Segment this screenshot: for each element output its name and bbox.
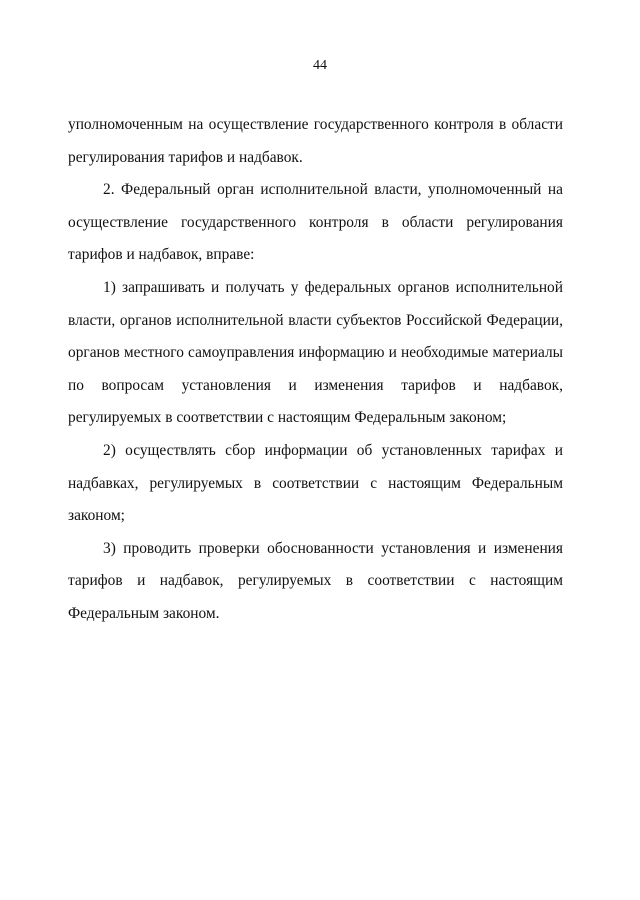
document-body <box>68 109 563 631</box>
paragraph-item-1: 1) запрашивать и получать у федеральных органов исполнительной власти, органов исполнительной власти субъектов Российской Федерации, органов местного самоуправления информацию и необходимые материалы по вопросам установления и изменения тарифов и надбавок, регулируемых в соответствии с настоящим Федеральным законом; <box>68 278 563 427</box>
paragraph-item-2: 2) осуществлять сбор информации об установленных тарифах и надбавках, регулируемых в соответствии с настоящим Федеральным законом; <box>68 441 563 525</box>
paragraph-clause-2: 2. Федеральный орган исполнительной власти, уполномоченный на осуществление государственного контроля в области регулирования тарифов и надбавок, вправе: <box>68 181 563 264</box>
paragraph-item-3: 3) проводить проверки обоснованности установления и изменения тарифов и надбавок, регулируемых в соответствии с настоящим Федеральным законом. <box>68 539 563 622</box>
page-number: 44 <box>313 58 327 73</box>
paragraph-continuation: уполномоченным на осуществление государственного контроля в области регулирования тарифов и надбавок. <box>68 116 563 166</box>
